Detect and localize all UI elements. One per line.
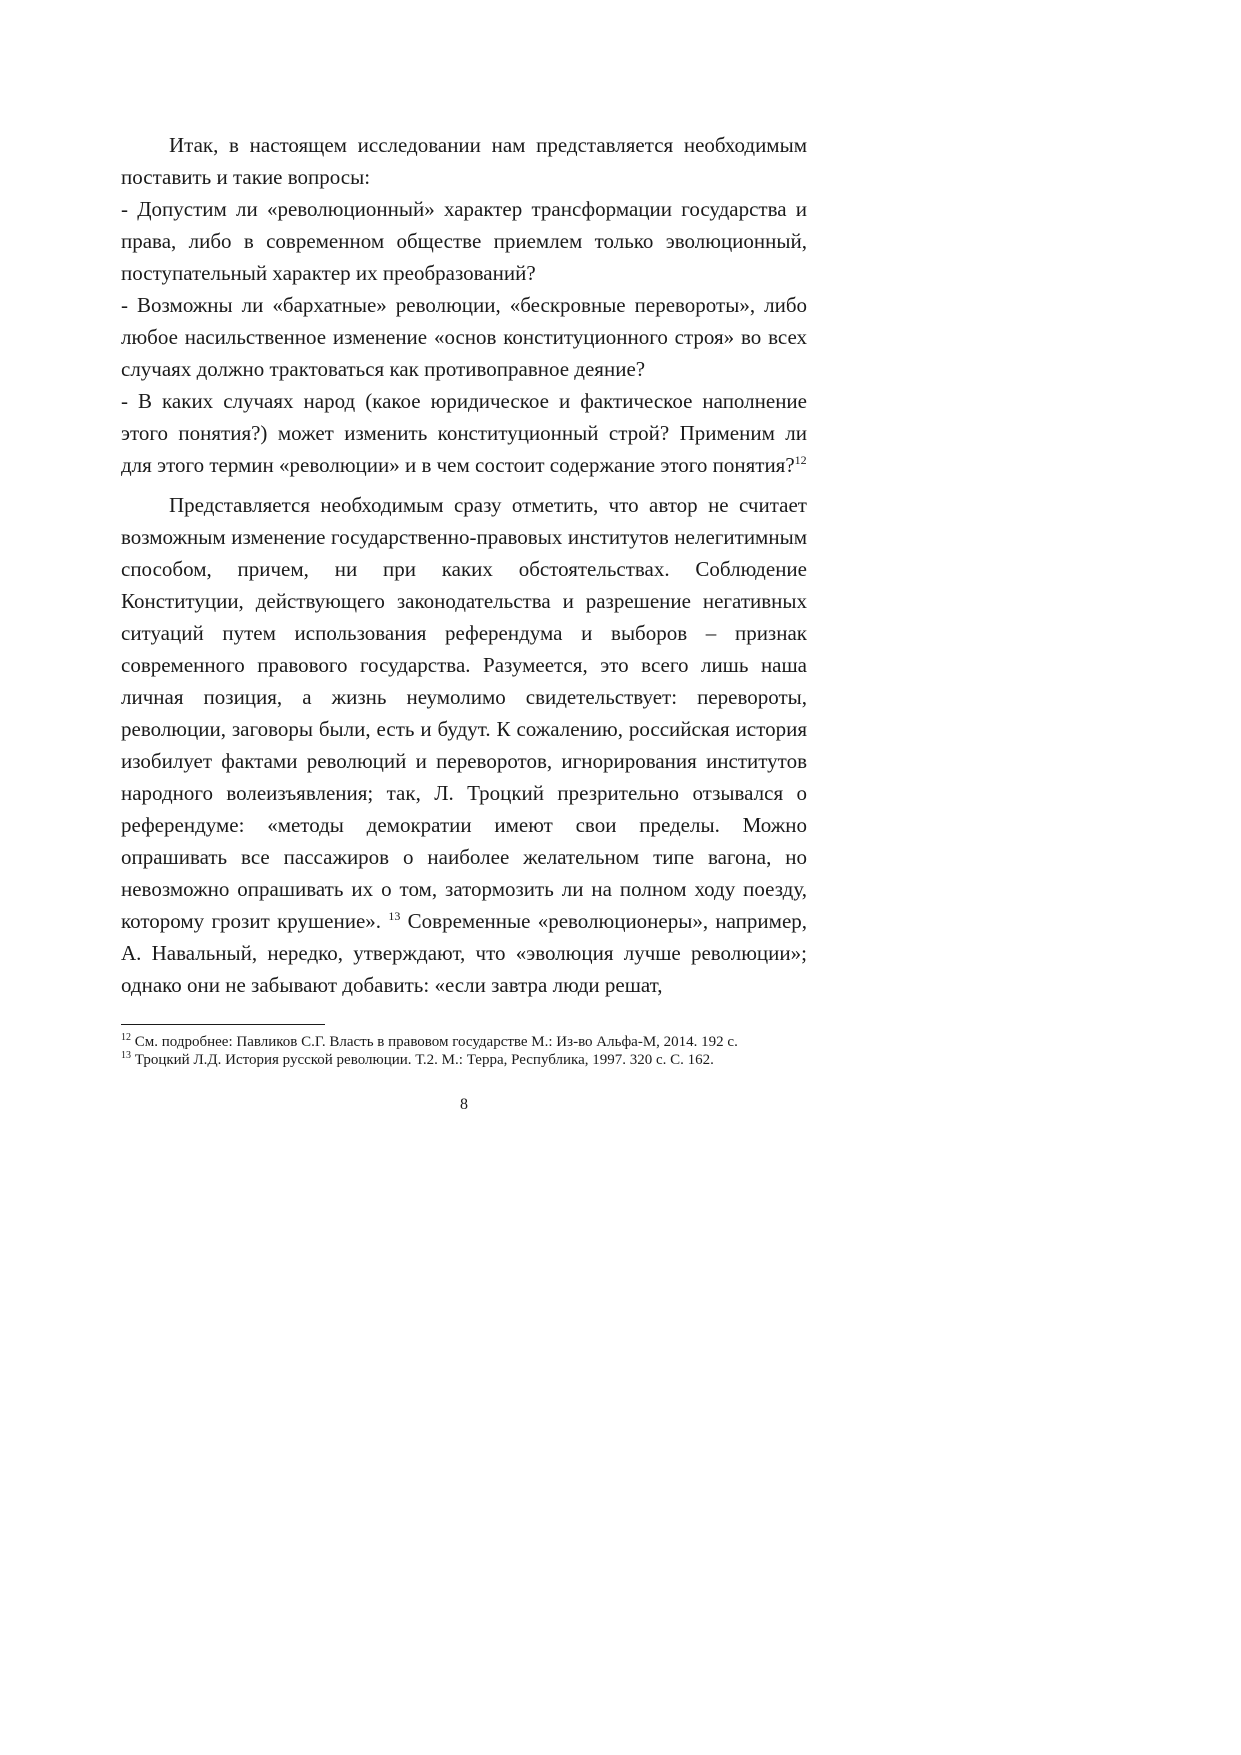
question-item: - Возможны ли «бархатные» революции, «бескровные перевороты», либо любое насильственное изменение «основ конституционного строя» во всех случаях должно трактоваться как противоправное деяние? (121, 293, 807, 381)
paragraph-text: Современные «революционеры», например, А. Навальный, нередко, утверждают, что «эволюция лучше революции»; однако они не забывают добавить: «если завтра люди решат, (121, 909, 808, 997)
main-paragraph (121, 489, 807, 1001)
footnote-number: 12 (121, 1032, 131, 1043)
question-text: - В каких случаях народ (какое юридическое и фактическое наполнение этого понятия?) может изменить конституционный строй? Применим ли для этого термин «революции» и в чем состоит содержание этого понятия? (121, 389, 807, 477)
question-item: - Допустим ли «революционный» характер трансформации государства и права, либо в современном обществе приемлем только эволюционный, поступательный характер их преобразований? (121, 197, 807, 285)
body-text (121, 129, 807, 1001)
footnote-number: 13 (121, 1050, 131, 1061)
footnote-text: См. подробнее: Павликов С.Г. Власть в правовом государстве М.: Из-во Альфа-М, 2014. 192 с. (131, 1034, 738, 1050)
footnote-item (121, 1033, 807, 1051)
footnote-reference[interactable]: 12 (794, 453, 807, 467)
footnote-text: Троцкий Л.Д. История русской революции. Т.2. М.: Терра, Республика, 1997. 320 с. С. 162. (131, 1052, 714, 1068)
intro-paragraph: Итак, в настоящем исследовании нам представляется необходимым поставить и такие вопросы: (121, 133, 807, 189)
page-number: 8 (460, 1096, 468, 1113)
footnotes (121, 1033, 807, 1069)
paragraph-text: Представляется необходимым сразу отметить, что автор не считает возможным изменение государственно-правовых институтов нелегитимным способом, причем, ни при каких обстоятельствах. Соблюдение Конституции, действующего законодательства и разрешение негативных ситуаций путем использования референдума и выборов – признак современного правового государства. Разумеется, это всего лишь наша личная позиция, а жизнь неумолимо свидетельствует: перевороты, революции, заговоры были, есть и будут. К сожалению, российская история изобилует фактами революций и переворотов, игнорирования институтов народного волеизъявления; так, Л. Троцкий презрительно отзывался о референдуме: «методы демократии имеют свои пределы. Можно опрашивать все пассажиров о наиболее желательном типе вагона, но невозможно опрашивать их о том, затормозить ли на полном ходу поезду, которому грозит крушение». (121, 493, 807, 933)
footnote-item (121, 1051, 807, 1069)
question-item (121, 385, 807, 481)
footnote-reference[interactable]: 13 (388, 909, 401, 923)
footnote-separator (121, 1024, 325, 1025)
